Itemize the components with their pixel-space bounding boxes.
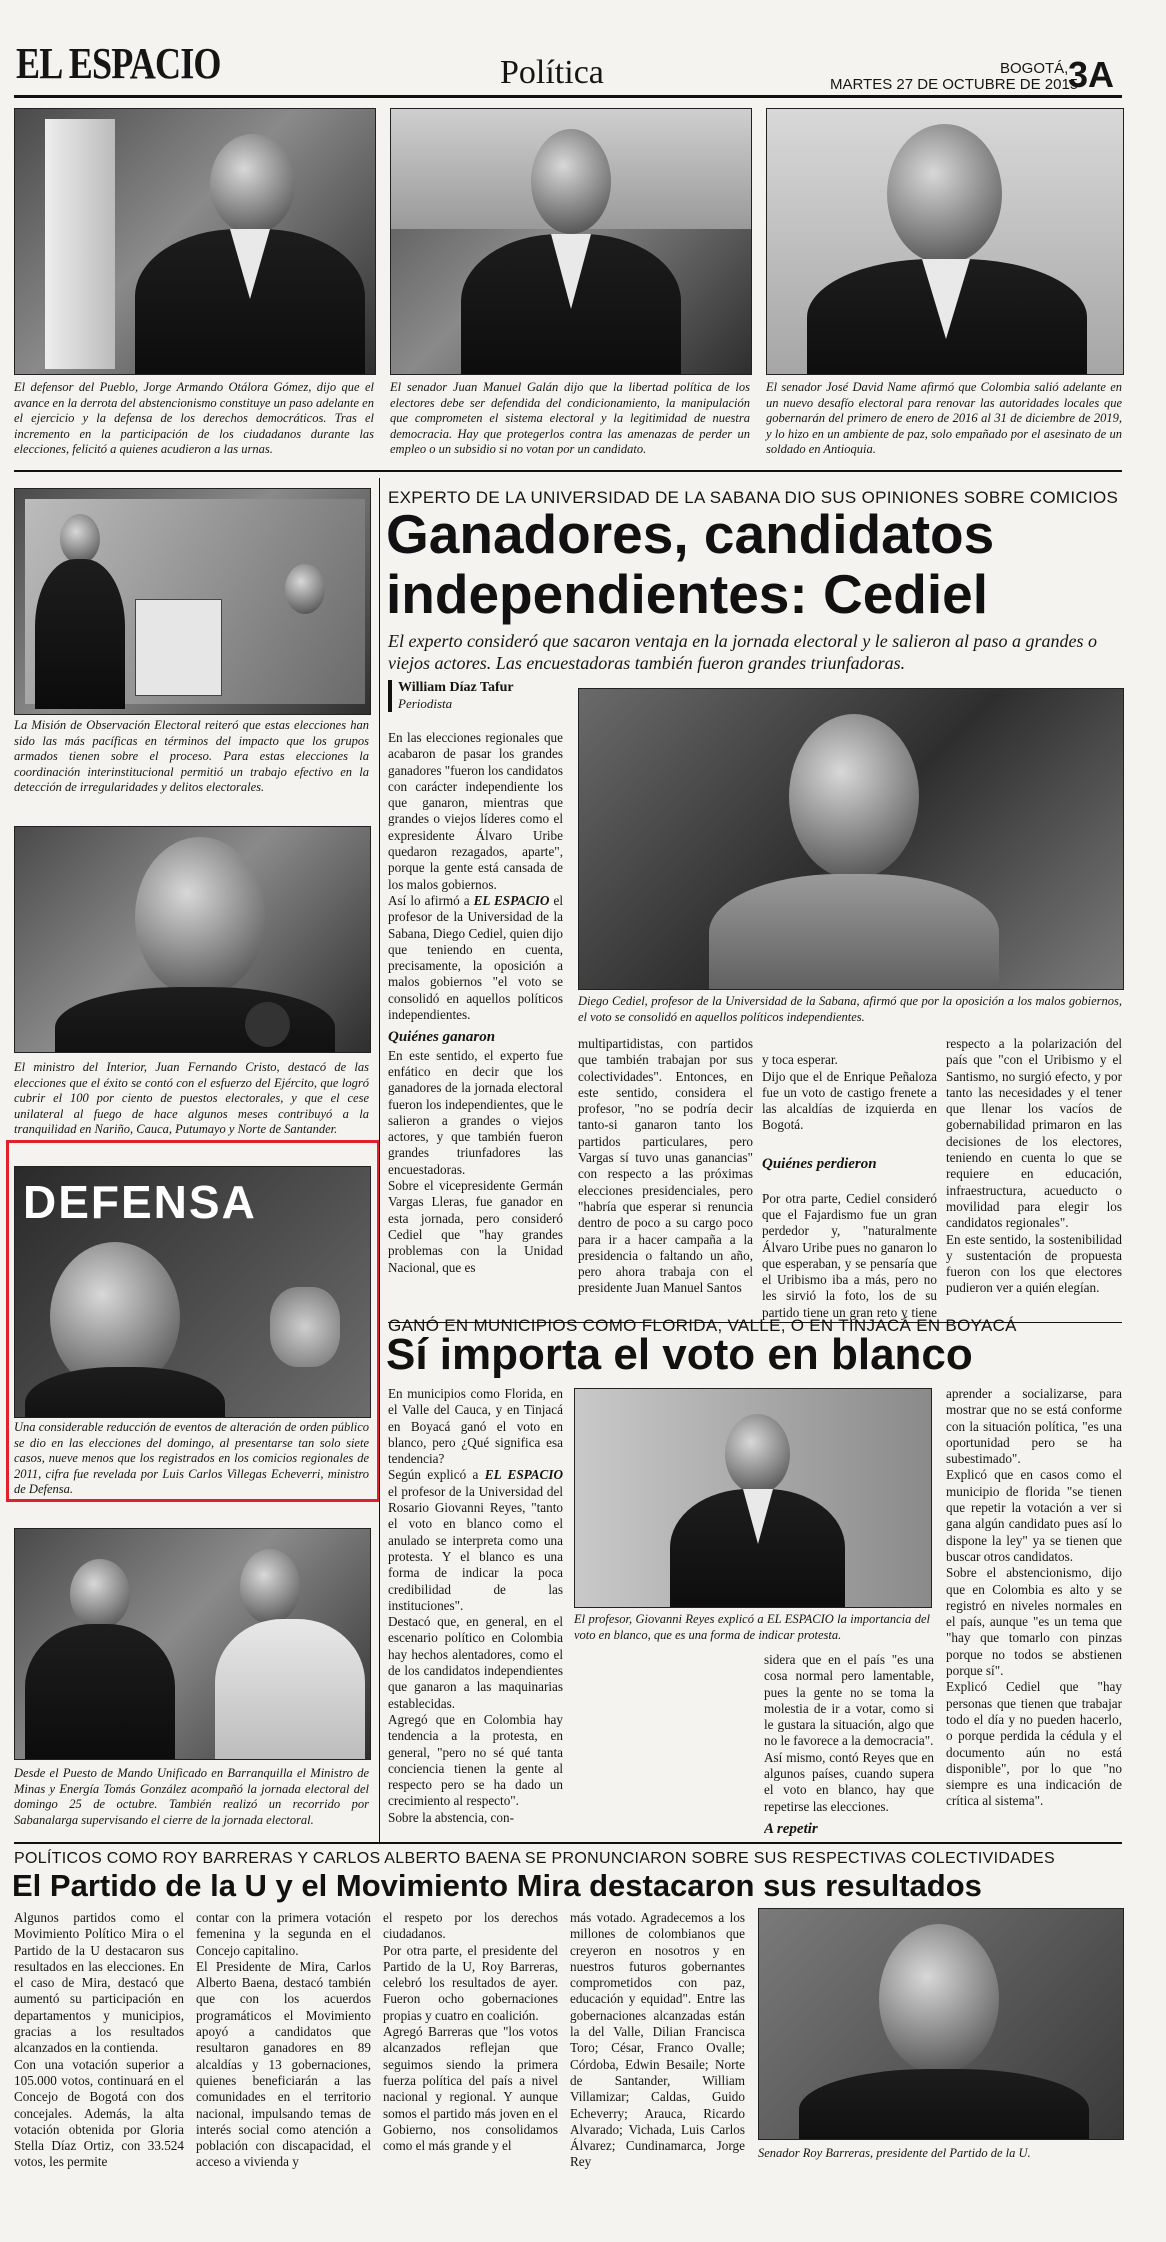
photo-ministro-defensa	[14, 1166, 371, 1418]
article3-column-3: el respeto por los derechos ciudadanos. Por otra parte, el presidente del Partido de la U, Roy Barreras, celebró los resultados de ayer. Fueron ocho gobernaciones propias y cuatro en coalición. Agregó Barreras que "los votos alcanzados reflejan que seguimos siendo la primera fuerza política del país a nivel nacional y regional. Y aunque somos el partido más joven en el Gobierno, nos consolidamos como el más grande y el	[383, 1910, 558, 2154]
article1-deck: El experto consideró que sacaron ventaja en la jornada electoral y le salieron al paso a grandes o viejos actores. Las encuestadoras también fueron grandes triunfadoras.	[388, 631, 1098, 673]
masthead-city: BOGOTÁ,	[1000, 60, 1069, 77]
article2-column-3: aprender a socializarse, para mostrar que no se está conforme con la situación política, "es una oportunidad pero se ha subestimado". Explicó que en casos como el municipio de florida "se tienen que repetir la votación a ver si gana algún candidato pues así lo dispone la ley" ya se tienen que buscar otros candidatos. Sobre el abstencionismo, dijo que en Colombia es alto y se registró en niveles normales en el país, aunque "es un tema que "hay que tomarlo con pinzas porque no todos se abstienen porque sí". Explicó Cediel que "hay personas que tienen que trabajar todo el día y no pueden hacerlo, o porque perdida la cédula y el documento aún no está disponible", por lo que "no siempre es una indicación de crítica al sistema".	[946, 1386, 1122, 1809]
photo-senador-galan	[390, 108, 752, 375]
photo-ministro-interior	[14, 826, 371, 1053]
photo-roy-barreras	[758, 1908, 1124, 2140]
article1-c3-p2: Por otra parte, Cediel consideró que el Fajardismo fue un gran perdedor y, "naturalmente Álvaro Uribe pues no ganaron lo que esperaban, y se pensaría que el Uribismo iba a más, pero no les sirvió la foto, los de su partido tiene un gran reto y tiene	[762, 1190, 937, 1320]
article1-c1-p1: En las elecciones regionales que acabaron de pasar los grandes ganadores "fueron los candidatos con carácter independiente los que ganaron, mientras que grandes o viejos líderes como el expresidente Álvaro Uribe quedaron rezagados, aparte", porque la gente está cansada de los malos gobiernos.	[388, 730, 563, 892]
masthead-rule	[14, 95, 1122, 98]
caption-name: El senador José David Name afirmó que Colombia salió adelante en un nuevo desafío electoral para renovar las autoridades locales que gobernarán del primero de enero de 2016 al 31 de diciembre de 2019, y lo hizo en un ambiente de paz, solo empañado por el asesinato de un soldado en Antioquia.	[766, 380, 1122, 456]
masthead-section: Política	[500, 54, 604, 91]
masthead-page-number: 3A	[1068, 54, 1115, 95]
article2-column-2	[764, 1652, 934, 1836]
article1-subhead-ganaron: Quiénes ganaron	[388, 1029, 496, 1046]
byline-name: William Díaz Tafur	[398, 680, 514, 695]
caption-galan: El senador Juan Manuel Galán dijo que la libertad política de los electores debe ser defendida del condicionamiento, la manipulación que comprometen el sistema electoral y la legitimidad de nuestra democracia. Hay que protegerlos contra las amenazas de perder un empleo o un subsidio si no votan por un candidato.	[390, 380, 750, 456]
article1-column-4: respecto a la polarización del país que "con el Uribismo y el Santismo, no surgió efecto, y por tanto las necesidades y el tener que llenar los vacíos de gobernabilidad primaron en las decisiones de los electores, teniendo en cuenta lo que se requiere en educación, infraestructura, acueducto o movilidad para elegir los candidatos regionales". En este sentido, la sostenibilidad y sustentación de propuesta fueron con los que electores pudieron ver a quién elegían.	[946, 1036, 1122, 1296]
article1-column-3	[762, 1036, 937, 1320]
article2-headline: Sí importa el voto en blanco	[386, 1330, 973, 1379]
article1-c1-p2: Así lo afirmó a EL ESPACIO el profesor de la Universidad de la Sabana, Diego Cediel, quien dijo que teniendo en cuenta, precisamente, la oposición a malos gobiernos "el voto se consolidó en aquellos políticos independientes.	[388, 892, 563, 1023]
sidebar-divider	[379, 478, 380, 1844]
byline-role: Periodista	[398, 696, 453, 711]
article2-column-1	[388, 1386, 563, 1836]
article2-c1-p1: En municipios como Florida, en el Valle del Cauca, y en Tinjacá en Boyacá ganó el voto en blanco, pero ¿Qué significa esa tendencia?	[388, 1386, 563, 1467]
caption-roy-barreras: Senador Roy Barreras, presidente del Partido de la U.	[758, 2146, 1031, 2160]
article2-c1-p5: Sobre la abstencia, con-	[388, 1809, 514, 1825]
caption-giovanni-reyes: El profesor, Giovanni Reyes explicó a EL ESPACIO la importancia del voto en blanco, que es una forma de indicar protesta.	[574, 1612, 930, 1642]
article1-c3-p1: y toca esperar. Dijo que el de Enrique Peñaloza fue un voto de castigo frenete a las alcaldías de izquierda en Bogotá.	[762, 1052, 937, 1133]
article1-byline	[388, 680, 573, 712]
article3-column-4: más votado. Agradecemos a los millones de colombianos que creyeron en nosotros y en nuestros futuros gobernantes comprometidos con paz, educación y equidad". Entre las gobernaciones alcanzadas están la del Valle, Dilian Francisca Toro; César, Franco Ovalle; Córdoba, Edwin Besaile; Norte de Santander, William Villamizar; Caldas, Guido Echeverry; Arauca, Ricardo Alvarado; Vichada, Luis Carlos Álvarez; Cundinamarca, Jorge Rey	[570, 1910, 745, 2170]
photo-giovanni-reyes	[574, 1388, 932, 1608]
article1-column-2: multipartidistas, con partidos que también trabajan por sus colectividades". Entonces, en este sentido, considera el profesor, "no se podría decir tanto-si ganaron tanto los partidos particulares, pero Vargas sí tuvo unas ganancias" con respecto a las próximas elecciones presidenciales, pero "habría que esperar si renuncia dentro de poco a su cargo poco para ir a hacer campaña a la presidencia o faltando un año, pero ahora trabaja con el presidente Juan Manuel Santos	[578, 1036, 753, 1296]
article2-c2-p1: sidera que en el país "es una cosa normal pero lamentable, pues la gente no se toma la molestia de ir a votar, como si le gustara la situación, algo que no le favorece a la democracia".	[764, 1652, 934, 1749]
article2-bottom-rule	[14, 1842, 1122, 1844]
defensa-backdrop-text: DEFENSA	[23, 1176, 257, 1228]
caption-diego-cediel: Diego Cediel, profesor de la Universidad de la Sabana, afirmó que por la oposición a los malos gobiernos, el voto se consolidó en aquellos políticos independientes.	[578, 994, 1122, 1024]
article1-column-1	[388, 730, 563, 1320]
article1-headline-line2: independientes: Cediel	[386, 563, 989, 625]
caption-defensor: El defensor del Pueblo, Jorge Armando Otálora Gómez, dijo que el avance en la derrota del abstencionismo constituye un paso adelante en el ejercicio y la defensa de los derechos democráticos. Tras el incremento en la participación de los ciudadanos durante las elecciones, felicitó a quienes acudieron a las urnas.	[14, 380, 374, 456]
article1-kicker: EXPERTO DE LA UNIVERSIDAD DE LA SABANA DIO SUS OPINIONES SOBRE COMICIOS	[388, 488, 1119, 507]
article3-kicker: POLÍTICOS COMO ROY BARRERAS Y CARLOS ALBERTO BAENA SE PRONUNCIARON SOBRE SUS RESPECTIVAS COLECTIVIDADES	[14, 1850, 1055, 1867]
photo-diego-cediel	[578, 688, 1124, 990]
article3-headline: El Partido de la U y el Movimiento Mira destacaron sus resultados	[12, 1868, 982, 1903]
article2-kicker: GANÓ EN MUNICIPIOS COMO FLORIDA, VALLE, O EN TINJACÁ EN BOYACÁ	[388, 1316, 1017, 1335]
top-section-rule	[14, 470, 1122, 472]
article2-c1-p4: Agregó que en Colombia hay tendencia a la protesta, en general, "pero no sé qué tanta conciencia tienen la gente al respecto pero se ha dado un crecimiento al respecto".	[388, 1711, 563, 1809]
caption-mision: La Misión de Observación Electoral reiteró que estas elecciones han sido las más pacíficas en términos del impacto que los grupos armados tienen sobre el proceso. Para estas elecciones la coordinación interinstitucional permitió un trabajo efectivo en la detección de irregularidades y delitos electorales.	[14, 718, 369, 794]
photo-senador-name	[766, 108, 1124, 375]
caption-ministro-interior: El ministro del Interior, Juan Fernando Cristo, destacó de las elecciones que el éxito se contó con el esfuerzo del Ejército, que logró cubrir el 100 por ciento de puestos electorales, y que el cese unilateral al fuego de hace algunos meses contribuyó a la tranquilidad en Nariño, Cauca, Putumayo y Norte de Santander.	[14, 1060, 369, 1136]
article2-subhead-repetir: A repetir	[764, 1820, 818, 1836]
caption-ministro-defensa: Una considerable reducción de eventos de alteración de orden público se dio en las elecciones del domingo, al presentarse tan solo siete casos, nueve menos que los registrados en los comicios regionales de 2011, cifra fue revelada por Luis Carlos Villegas Echeverri, ministro de Defensa.	[14, 1420, 369, 1496]
photo-ministro-minas	[14, 1528, 371, 1760]
article1-c1-p4: Sobre el vicepresidente Germán Vargas Lleras, fue ganador en esta jornada, pero consideró Cediel que "hay grandes problemas con la Unidad Nacional, que es	[388, 1178, 563, 1275]
caption-ministro-minas: Desde el Puesto de Mando Unificado en Barranquilla el Ministro de Minas y Energía Tomás González acompañó la jornada electoral del domingo 25 de octubre. También realizó un recorrido por Sabanalarga supervisando el cierre de la jornada electoral.	[14, 1766, 369, 1827]
photo-defensor-del-pueblo	[14, 108, 376, 375]
article3-column-2: contar con la primera votación femenina y la segunda en el Concejo capitalino. El Presidente de Mira, Carlos Alberto Baena, destacó también que con los acuerdos programáticos el Movimiento apoyó a candidatos que resultaron ganadores en 89 alcaldías y 13 gobernaciones, quienes beneficiarán a las comunidades en el territorio nacional, impulsando temas de interés social como atención a población con discapacidad, el acceso a vivienda y	[196, 1910, 371, 2170]
article2-c2-p2: Así mismo, contó Reyes que en algunos países, cuando supera el voto en blanco, hay que repetirse las elecciones.	[764, 1749, 934, 1814]
article1-headline-line1: Ganadores, candidatos	[386, 503, 995, 565]
photo-mision-observacion	[14, 488, 371, 715]
article2-c1-p2: Según explicó a EL ESPACIO el profesor de la Universidad del Rosario Giovanni Reyes, "tanto el voto en blanco como el anulado se interpreta como una protesta. Y el blanco es una forma de indicar la poca credibilidad de las instituciones".	[388, 1467, 563, 1613]
article1-c1-p3: En este sentido, el experto fue enfático en decir que los ganadores de la jornada electoral fueron los independientes, que le salieron a grandes o viejos actores, y que también fueron grandes triunfadores las encuestadoras.	[388, 1047, 563, 1177]
article1-subhead-perdieron: Quiénes perdieron	[762, 1156, 877, 1173]
masthead-paper-name: EL ESPACIO	[16, 39, 221, 88]
article3-column-1: Algunos partidos como el Movimiento Político Mira o el Partido de la U destacaron sus resultados en las elecciones. En el caso de Mira, destacó que aumentó su participación en departamentos y municipios, gracias a los resultados alcanzados en la contienda. Con una votación superior a 105.000 votos, continuará en el Concejo de Bogotá con dos concejales. Además, la alta votación obtenida por Gloria Stella Díaz Ortiz, con 33.524 votos, les permite	[14, 1910, 184, 2170]
article2-c1-p3: Destacó que, en general, en el escenario político en Colombia hay hechos alentadores, como el de los candidatos independientes que ganaron a las maquinarias establecidas.	[388, 1614, 563, 1711]
masthead-date: MARTES 27 DE OCTUBRE DE 2015	[830, 76, 1079, 93]
